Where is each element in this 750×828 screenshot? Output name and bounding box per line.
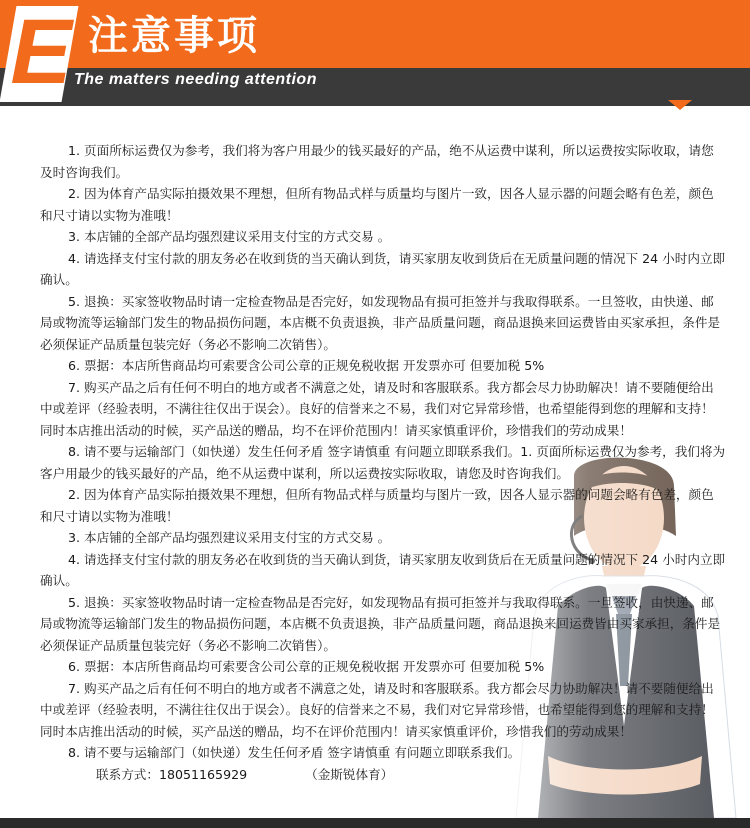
notice-item: 8. 请不要与运输部门（如快递）发生任何矛盾 签字请慎重 有问题立即联系我们。1. 页面所标运费仅为参考，我们将为客户用最少的钱买最好的产品，绝不从运费中谋利，所以运费按实际收取，请您及时咨询我们。	[40, 444, 726, 481]
contact-phone: 联系方式：18051165929	[96, 766, 248, 782]
notice-item: 6. 票据：本店所售商品均可索要含公司公章的正规免税收据 开发票亦可 但要加税 5%	[68, 358, 545, 373]
footer-bar	[0, 818, 750, 828]
notice-item: 8. 请不要与运输部门（如快递）发生任何矛盾 签字请慎重 有问题立即联系我们。	[68, 745, 521, 760]
notice-item: 1. 页面所标运费仅为参考，我们将为客户用最少的钱买最好的产品，绝不从运费中谋利，所以运费按实际收取，请您及时咨询我们。	[40, 143, 714, 180]
notice-item: 4. 请选择支付宝付款的朋友务必在收到货的当天确认到货，请买家朋友收到货后在无质量问题的情况下 24 小时内立即确认。	[40, 551, 726, 588]
banner-pointer-icon	[668, 100, 692, 110]
notice-item: 7. 购买产品之后有任何不明白的地方或者不满意之处，请及时和客服联系。我方都会尽力协助解决！请不要随便给出中或差评（经验表明，不满往往仅出于误会）。良好的信誉来之不易，我们对它异常珍惜，也希望能得到您的理解和支持！同时本店推出活动的时候，买产品送的赠品，均不在评价范围内！请买家慎重评价，珍惜我们的劳动成果！	[40, 680, 714, 739]
notice-item: 2. 因为体育产品实际拍摄效果不理想，但所有物品式样与质量均与图片一致，因各人显示器的问题会略有色差，颜色和尺寸请以实物为准哦！	[40, 487, 714, 524]
notice-list	[40, 140, 726, 785]
notice-item: 5. 退换：买家签收物品时请一定检查物品是否完好，如发现物品有损可拒签并与我取得联系。一旦签收，由快递、邮局或物流等运输部门发生的物品损伤问题，本店概不负责退换，非产品质量问题，商品退换来回运费皆由买家承担，条件是必须保证产品质量包装完好（务必不影响二次销售）。	[40, 293, 721, 352]
notice-item: 5. 退换：买家签收物品时请一定检查物品是否完好，如发现物品有损可拒签并与我取得联系。一旦签收，由快递、邮局或物流等运输部门发生的物品损伤问题，本店概不负责退换，非产品质量问题，商品退换来回运费皆由买家承担，条件是必须保证产品质量包装完好（务必不影响二次销售）。	[40, 594, 721, 653]
notice-item: 6. 票据：本店所售商品均可索要含公司公章的正规免税收据 开发票亦可 但要加税 5%	[68, 659, 545, 674]
notice-item: 7. 购买产品之后有任何不明白的地方或者不满意之处，请及时和客服联系。我方都会尽力协助解决！请不要随便给出中或差评（经验表明，不满往往仅出于误会）。良好的信誉来之不易，我们对它异常珍惜，也希望能得到您的理解和支持！同时本店推出活动的时候，买产品送的赠品，均不在评价范围内！请买家慎重评价，珍惜我们的劳动成果！	[40, 379, 714, 438]
notice-item: 4. 请选择支付宝付款的朋友务必在收到货的当天确认到货，请买家朋友收到货后在无质量问题的情况下 24 小时内立即确认。	[40, 250, 726, 287]
contact-line	[40, 764, 726, 786]
notice-item: 3. 本店铺的全部产品均强烈建议采用支付宝的方式交易 。	[68, 530, 391, 545]
notice-item: 3. 本店铺的全部产品均强烈建议采用支付宝的方式交易 。	[68, 229, 391, 244]
notice-item: 2. 因为体育产品实际拍摄效果不理想，但所有物品式样与质量均与图片一致，因各人显示器的问题会略有色差，颜色和尺寸请以实物为准哦！	[40, 186, 714, 223]
page-title: 注意事项	[88, 13, 260, 59]
page-subtitle: The matters needing attention	[74, 71, 317, 88]
logo-letter: E	[10, 1, 72, 103]
contact-shop-name: （金斯锐体育）	[305, 766, 394, 782]
header-banner	[0, 0, 750, 112]
